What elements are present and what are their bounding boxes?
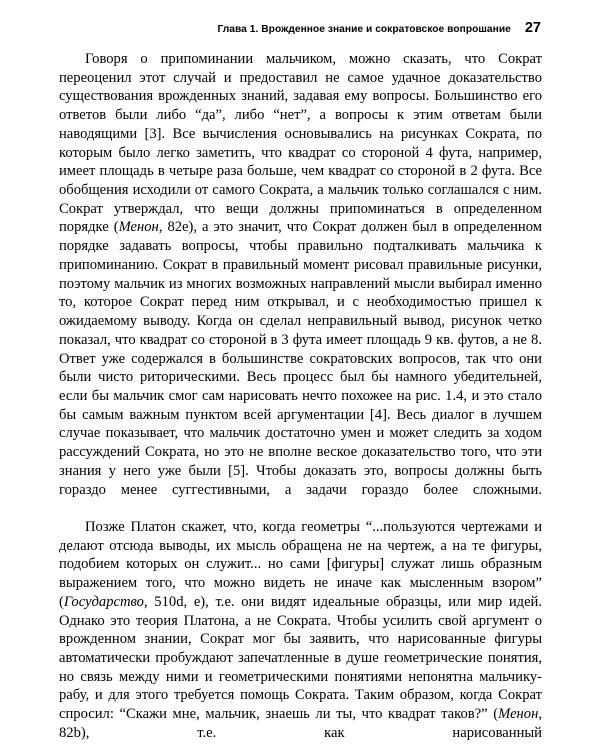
cited-work-title: Менон	[498, 706, 539, 723]
paragraph	[59, 50, 542, 518]
running-head-chapter-title: Глава 1. Врожденное знание и сократовское вопрошание	[217, 24, 511, 35]
cited-work-title: Государство	[63, 593, 144, 610]
text-run: , 82e), а это значит, что Сократ должен был в определенном порядке задавать вопросы, чтобы правильно подталкивать мальчика к припоминанию. Сократ в правильный момент рисовал правильные рисунки, поэтому мальчик из многих возможных направлений мысли выбирал именно то, которое Сократ перед ним открывал, и с необходимостью пришел к ожидаемому выводу. Когда он сделал неправильный вывод, рисунок четко показал, что квадрат со стороной в 3 фута имеет площадь 9 кв. футов, а не 8. Ответ уже содержался в большинстве сократовских вопросов, так что они были чисто риторическими. Весь процесс был бы намного убедительней, если бы мальчик смог сам нарисовать нечто похожее на рис. 1.4, и это стало бы самым важным пунктом всей аргументации [4]. Весь диалог в лучшем случае показывает, что мальчик достаточно умен и может следить за ходом рассуждений Сократа, но это не вполне веское доказательство того, что эти знания у него уже были [5]. Чтобы доказать это, вопросы должны быть гораздо менее суггестивными, а задачи гораздо более сложными.	[59, 219, 542, 498]
text-run: , 82b), т.е. как нарисованный	[59, 706, 542, 741]
paragraph	[59, 518, 542, 750]
text-run: Позже Платон скажет, что, когда геометры “...пользуются чертежами и делают отсюда выводы, их мысль обращена не на чертеж, а на те фигуры, подобием которых он служит... но сами [фигуры] служат лишь образным выражением того, что можно видеть не иначе как мысленным взором” (	[59, 518, 542, 610]
text-run: Говоря о припоминании мальчиком, можно сказать, что Сократ переоценил этот случай и предоставил не самое удачное доказательство существования врожденных знаний, задавая ему вопросы. Большинство его ответов были либо “да”, либо “нет”, а вопросы к этим ответам были наводящими [3]. Все вычисления основывались на рисунках Сократа, по которым было легко заметить, что квадрат со стороной 4 фута, например, имеет площадь в четыре раза больше, чем квадрат со стороной в 2 фута. Все обобщения исходили от самого Сократа, а мальчик только соглашался с ним. Сократ утверждал, что вещи должны припоминаться в определенном порядке (	[59, 51, 542, 236]
body-text-block	[59, 50, 542, 750]
text-run: , 510d, e), т.е. они видят идеальные образцы, или мир идей. Однако это теория Платона, а не Сократа. Чтобы усилить свой аргумент о врожденном знании, Сократ мог бы заявить, что нарисованные фигуры автоматически пробуждают запечатленные в душе геометрические понятия, но связь между ними и геометрическими понятиями непонятна мальчику-рабу, и для этого требуется помощь Сократа. Таким образом, когда Сократ спросил: “Скажи мне, мальчик, знаешь ли ты, что квадрат таков?” (	[59, 593, 542, 723]
page-number: 27	[524, 20, 541, 36]
running-head	[59, 20, 541, 40]
cited-work-title: Менон	[118, 219, 159, 236]
